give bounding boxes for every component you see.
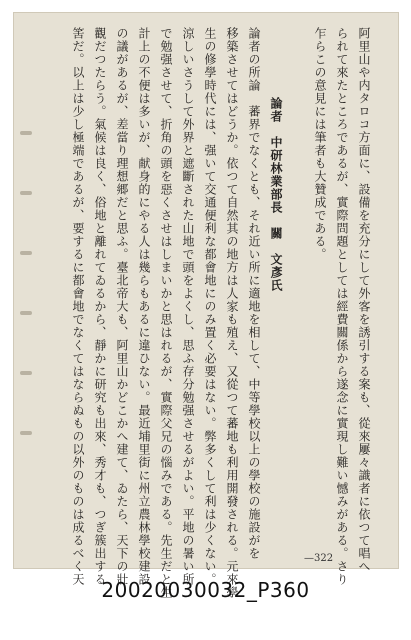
binder-hole: [20, 371, 32, 375]
text-column: 乍らこの意見には筆者も大贊成である。: [313, 27, 327, 261]
text-column: 觀だつたらう。氣候は良く、俗地と離れてゐるから、靜かに研究も出來、秀才も、つぎ簇出する: [93, 27, 107, 586]
text-column: られて來たところであるが、實際問題としては經費關係から遂念に實現し難い憾みがある。さり: [335, 27, 349, 586]
section-heading-column: 論者 中研林業部長 關 文彥氏: [269, 97, 283, 292]
text-column: 計上の不便は多いが、献身的にやる人は幾らもあるに違ひない。最近埔里街に州立農林學校建設: [137, 27, 151, 586]
binder-hole: [20, 131, 32, 135]
binder-hole: [20, 191, 32, 195]
page-number: —322: [304, 553, 334, 564]
binder-hole: [20, 251, 32, 255]
text-column: の議があるが、差當り理想郷だと思ふ。臺北帝大も、阿里山かどこかへ建て、ゐたら、天下の壯: [115, 27, 129, 586]
text-column: 阿里山や内タロコ方面に、設備を充分にして外客を誘引する案も、從來屢々識者に依つて唱へ: [357, 27, 371, 573]
binder-hole: [20, 431, 32, 435]
text-column: 移築させてはどうか。依つて自然其の地方は人家も殖え、又從つて蕃地も利用開發される。元來學: [225, 27, 239, 599]
text-column: 論者の所論 蕃界でなくとも、それ近い所に適地を相して、中等學校以上の學校の施設がを: [247, 27, 261, 560]
image-caption: 20020030032_P360: [101, 578, 310, 602]
text-column: で勉强させて、折角の頭を惡くさせはしまいかと思はれるが、實際父兄の惱みである。先生だと生: [159, 27, 173, 599]
text-column: 筈だ。以上は少し極端であるが、要するに都會地でなくてはならぬもの以外のものは成るべく天: [71, 27, 85, 586]
binder-hole: [20, 311, 32, 315]
text-column: 涼しいさうして外界と遮斷された山地で頭をよくし、思ふ存分勉强させるがよい。平地の暑い所: [181, 27, 195, 586]
text-column: 生の修學時代には、强いて交通便利な都會地にのみ置く必要はない。弊多くして利は少くない。: [203, 27, 217, 586]
